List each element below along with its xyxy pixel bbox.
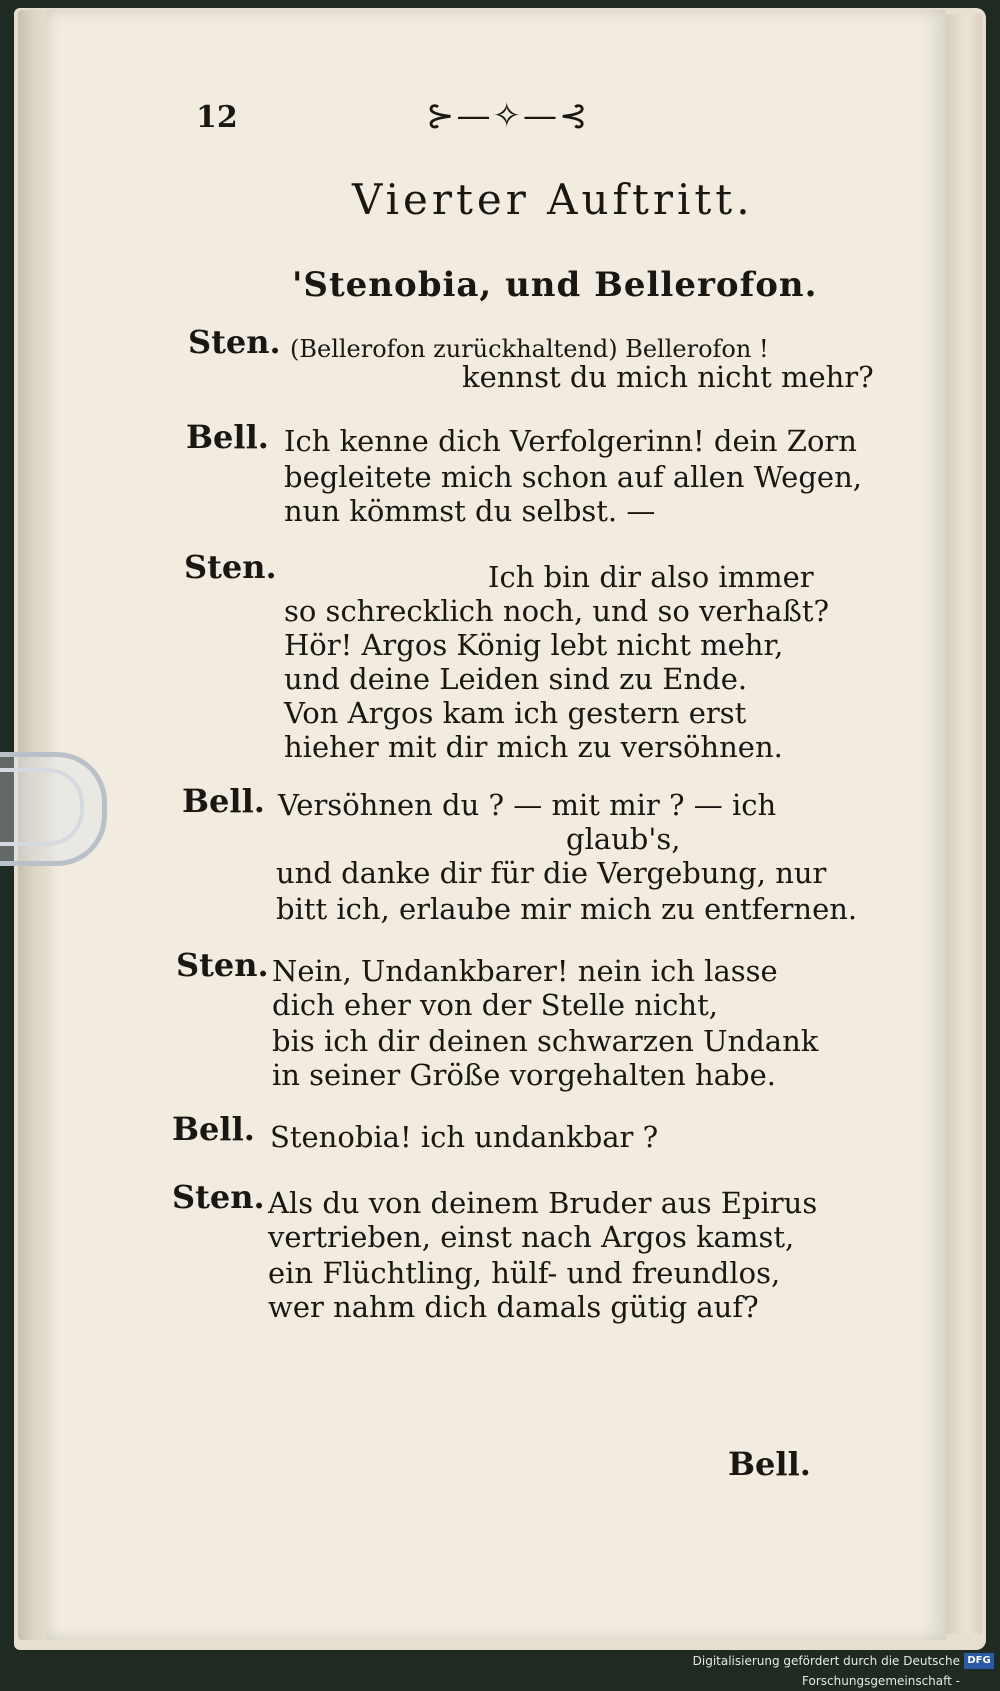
dialogue-line: und danke dir für die Vergebung, nur <box>276 856 827 890</box>
dialogue-line: wer nahm dich damals gütig auf? <box>268 1290 759 1324</box>
dialogue-line: bitt ich, erlaube mir mich zu entfernen. <box>276 892 858 926</box>
speaker-label: Bell. <box>186 418 269 456</box>
dialogue-line: Nein, Undankbarer! nein ich lasse <box>272 954 778 988</box>
speaker-label: Sten. <box>172 1178 265 1216</box>
dialogue-line: Ich bin dir also immer <box>488 560 814 594</box>
scene-characters: 'Stenobia, und Bellerofon. <box>292 265 818 305</box>
dialogue-line: Von Argos kam ich gestern erst <box>284 696 747 730</box>
dialogue-line: Hör! Argos König lebt nicht mehr, <box>284 628 784 662</box>
dialogue-line: nun kömmst du selbst. — <box>284 494 656 528</box>
page <box>46 10 946 1640</box>
digitization-credit: Digitalisierung gefördert durch die Deutsche Forschungsgemeinschaft - <box>600 1651 1000 1671</box>
dialogue-line: glaub's, <box>566 822 681 856</box>
dialogue-line: so schrecklich noch, und so verhaßt? <box>284 594 830 628</box>
dialogue-line: begleitete mich schon auf allen Wegen, <box>284 460 862 494</box>
dialogue-line: Als du von deinem Bruder aus Epirus <box>268 1186 818 1220</box>
dfg-logo: DFG <box>964 1653 994 1669</box>
dialogue-line: ein Flüchtling, hülf- und freundlos, <box>268 1256 781 1290</box>
paper-clip-inner <box>0 768 84 846</box>
dialogue-line: dich eher von der Stelle nicht, <box>272 988 718 1022</box>
right-page-edge <box>946 14 982 1634</box>
speaker-label: Bell. <box>172 1110 255 1148</box>
dialogue-line: hieher mit dir mich zu versöhnen. <box>284 730 783 764</box>
dialogue-line: (Bellerofon zurückhaltend) Bellerofon ! <box>290 335 769 363</box>
dialogue-line: in seiner Größe vorgehalten habe. <box>272 1058 776 1092</box>
dialogue-line: Stenobia! ich undankbar ? <box>270 1120 659 1154</box>
dialogue-line: Ich kenne dich Verfolgerinn! dein Zorn <box>284 424 857 458</box>
dialogue-line: vertrieben, einst nach Argos kamst, <box>268 1220 795 1254</box>
dialogue-line: und deine Leiden sind zu Ende. <box>284 662 748 696</box>
speaker-label: Sten. <box>176 946 269 984</box>
page-number: 12 <box>196 100 238 135</box>
speaker-label: Sten. <box>184 548 277 586</box>
dialogue-line: kennst du mich nicht mehr? <box>462 360 874 394</box>
dialogue-line: Versöhnen du ? — mit mir ? — ich <box>278 788 777 822</box>
speaker-label: Bell. <box>182 782 265 820</box>
speaker-label: Sten. <box>188 323 281 361</box>
header-ornament: ⊱—✧—⊰ <box>426 96 590 136</box>
dialogue-line: bis ich dir deinen schwarzen Undank <box>272 1024 819 1058</box>
scene-title: Vierter Auftritt. <box>352 175 754 224</box>
catchword: Bell. <box>728 1445 811 1483</box>
